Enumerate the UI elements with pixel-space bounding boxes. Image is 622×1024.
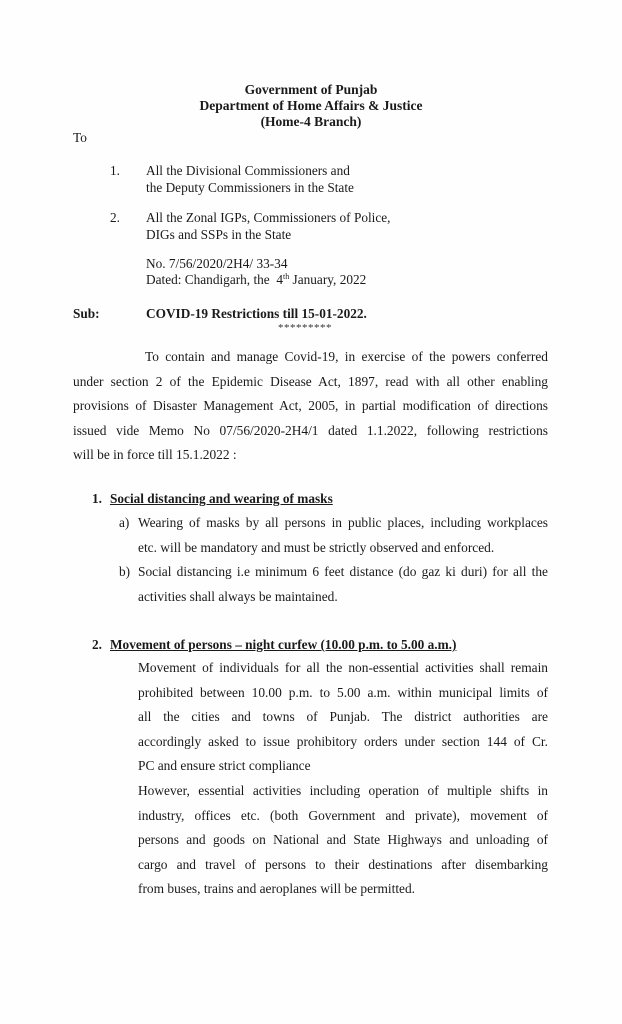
item-line: activities shall always be maintained.	[138, 588, 338, 604]
paragraph-line: However, essential activities including operation of multiple shifts in	[138, 783, 548, 798]
memo-date	[146, 272, 366, 288]
section-2-paragraph-2	[138, 779, 548, 902]
paragraph-line: persons and goods on National and State Highways and unloading of	[138, 832, 548, 847]
paragraph-line: Movement of individuals for all the non-essential activities shall remain	[138, 660, 548, 675]
item-line: Social distancing i.e minimum 6 feet distance (do gaz ki duri) for all the	[138, 564, 548, 579]
intro-line: provisions of Disaster Management Act, 2005, in partial modification of directions	[73, 398, 548, 413]
paragraph-line: cargo and travel of persons to their destinations after disembarking	[138, 856, 548, 872]
paragraph-line: accordingly asked to issue prohibitory orders under section 144 of Cr.	[138, 733, 548, 749]
section-1-item-b	[138, 560, 548, 609]
header-department: Department of Home Affairs & Justice	[199, 98, 423, 113]
subject-label: Sub:	[73, 306, 100, 321]
section-1-item-a	[138, 511, 548, 560]
intro-line: under section 2 of the Epidemic Disease Act, 1897, read with all other enabling	[73, 373, 548, 389]
memo-number: No. 7/56/2020/2H4/ 33-34	[146, 256, 288, 271]
intro-paragraph	[73, 345, 548, 468]
subject-separator: *********	[278, 322, 332, 334]
recipient-2-line1: All the Zonal IGPs, Commissioners of Police,	[146, 210, 391, 225]
paragraph-line: from buses, trains and aeroplanes will be permitted.	[138, 881, 416, 896]
recipient-1-line1: All the Divisional Commissioners and	[146, 163, 350, 178]
recipient-1-number: 1.	[110, 163, 120, 178]
section-1-number: 1.	[92, 491, 102, 506]
intro-line: will be in force till 15.1.2022 :	[73, 447, 237, 462]
memo-date-ordinal: th	[283, 272, 290, 281]
paragraph-line: all the cities and towns of Punjab. The district authorities are	[138, 709, 548, 724]
section-2-title: Movement of persons – night curfew (10.00 p.m. to 5.00 a.m.)	[110, 637, 457, 652]
paragraph-line: PC and ensure strict compliance	[138, 758, 311, 773]
memo-date-prefix: Dated: Chandigarh, the 4	[146, 272, 283, 287]
section-1-item-b-marker: b)	[119, 564, 131, 579]
intro-line: issued vide Memo No 07/56/2020-2H4/1 dated 1.1.2022, following restrictions	[73, 422, 548, 438]
section-2-number: 2.	[92, 637, 102, 652]
paragraph-line: industry, offices etc. (both Government and private), movement of	[138, 807, 548, 823]
intro-line: To contain and manage Covid-19, in exercise of the powers conferred	[145, 349, 548, 364]
recipient-1-line2: the Deputy Commissioners in the State	[146, 180, 354, 195]
header-government: Government of Punjab	[244, 82, 378, 97]
recipient-2-number: 2.	[110, 210, 120, 225]
paragraph-line: prohibited between 10.00 p.m. to 5.00 a.m. within municipal limits of	[138, 684, 548, 700]
section-2-paragraph-1	[138, 656, 548, 779]
section-1-title: Social distancing and wearing of masks	[110, 491, 333, 506]
subject-text: COVID-19 Restrictions till 15-01-2022.	[146, 306, 367, 321]
recipient-2-line2: DIGs and SSPs in the State	[146, 227, 292, 242]
to-label: To	[73, 130, 87, 145]
header-branch: (Home-4 Branch)	[260, 114, 362, 129]
section-1-item-a-marker: a)	[119, 515, 130, 530]
memo-date-suffix: January, 2022	[289, 272, 367, 287]
item-line: Wearing of masks by all persons in public places, including workplaces	[138, 515, 548, 530]
item-line: etc. will be mandatory and must be strictly observed and enforced.	[138, 539, 495, 555]
